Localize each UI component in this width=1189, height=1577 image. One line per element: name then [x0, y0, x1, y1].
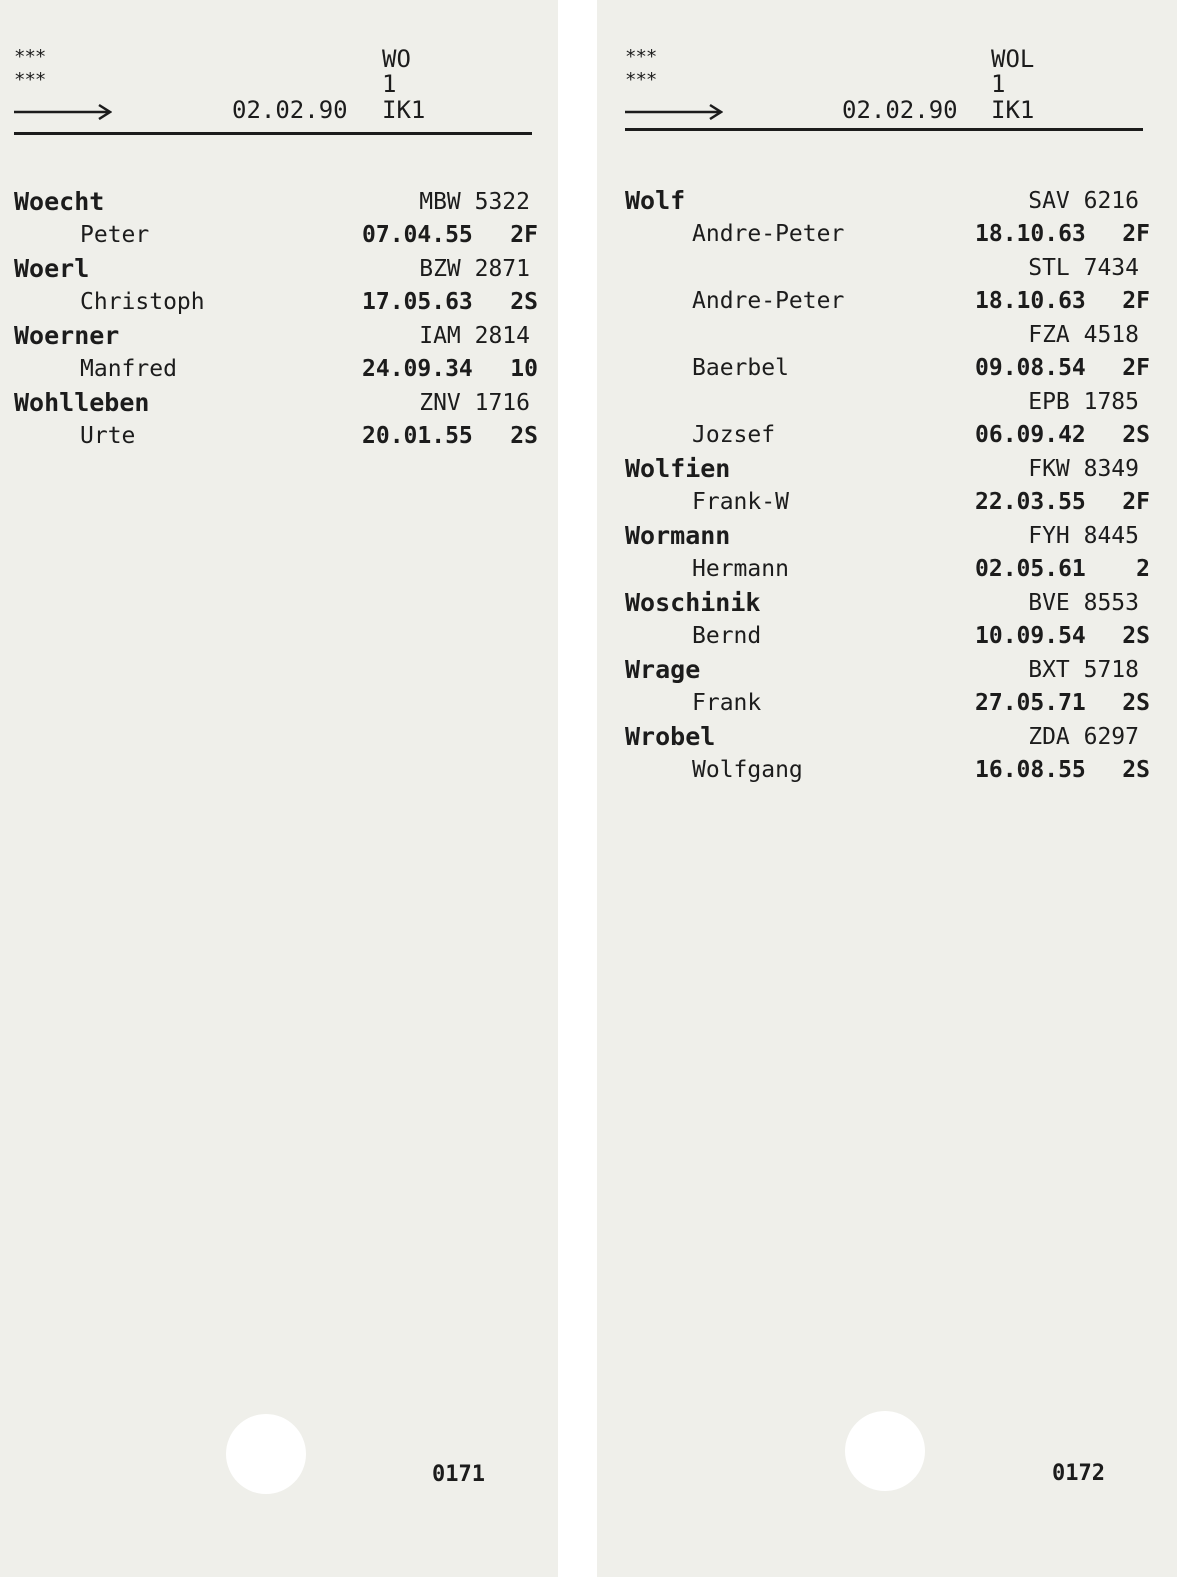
- entry-class: 2S: [510, 423, 538, 449]
- entry-class: 2F: [1122, 355, 1150, 381]
- entry-given-name: Jozsef: [692, 422, 776, 448]
- entry-surname: Woecht: [14, 187, 105, 216]
- entry-class: 2F: [1122, 288, 1150, 314]
- entry-given-name: Christoph: [80, 289, 205, 315]
- punch-hole: [845, 1411, 925, 1491]
- entry-birth-date: 06.09.42: [975, 422, 1086, 448]
- entry-surname: Wrage: [625, 655, 701, 684]
- entry-surname: Woerner: [14, 321, 120, 350]
- entry-given-name: Hermann: [692, 556, 789, 582]
- entry-class: 2F: [1122, 221, 1150, 247]
- entry-birth-date: 22.03.55: [975, 489, 1086, 515]
- entry-surname: Woschinik: [625, 588, 761, 617]
- entry-class: 2F: [510, 222, 538, 248]
- entry-class: 2S: [1122, 690, 1150, 716]
- card-code: WO: [382, 45, 411, 73]
- stars-line-2: ***: [625, 69, 657, 91]
- entry-plate: IAM 2814: [419, 323, 530, 349]
- arrow-right-icon: [14, 100, 112, 120]
- entry-plate: SAV 6216: [1028, 188, 1139, 214]
- entry-given-name: Manfred: [80, 356, 177, 382]
- entry-given-name: Baerbel: [692, 355, 789, 381]
- stars-line-2: ***: [14, 69, 46, 91]
- entry-given-name: Bernd: [692, 623, 762, 649]
- index-card-0171: [0, 0, 558, 1577]
- entry-surname: Wohlleben: [14, 388, 150, 417]
- stars-line-1: ***: [14, 46, 46, 68]
- entry-surname: Woerl: [14, 254, 90, 283]
- card-suffix: IK1: [991, 96, 1035, 124]
- entry-birth-date: 18.10.63: [975, 288, 1086, 314]
- entry-class: 2: [1136, 556, 1150, 582]
- entry-class: 2F: [1122, 489, 1150, 515]
- card-suffix: IK1: [382, 96, 426, 124]
- entry-birth-date: 27.05.71: [975, 690, 1086, 716]
- stars-line-1: ***: [625, 46, 657, 68]
- entry-plate: FZA 4518: [1028, 322, 1139, 348]
- entry-plate: EPB 1785: [1028, 389, 1139, 415]
- card-number: 0171: [432, 1462, 485, 1487]
- arrow-right-icon: [625, 100, 723, 120]
- entry-class: 2S: [1122, 623, 1150, 649]
- card-number: 0172: [1052, 1461, 1105, 1486]
- entry-given-name: Peter: [80, 222, 150, 248]
- entry-given-name: Urte: [80, 423, 136, 449]
- card-date: 02.02.90: [842, 96, 958, 124]
- card-index: 1: [991, 70, 1006, 98]
- entry-birth-date: 16.08.55: [975, 757, 1086, 783]
- entry-given-name: Andre-Peter: [692, 288, 845, 314]
- entry-birth-date: 18.10.63: [975, 221, 1086, 247]
- entry-birth-date: 24.09.34: [362, 356, 473, 382]
- header-rule: [14, 132, 532, 135]
- entry-plate: FYH 8445: [1028, 523, 1139, 549]
- entry-plate: MBW 5322: [419, 189, 530, 215]
- entry-birth-date: 10.09.54: [975, 623, 1086, 649]
- entry-birth-date: 20.01.55: [362, 423, 473, 449]
- entry-birth-date: 17.05.63: [362, 289, 473, 315]
- entry-class: 2S: [1122, 757, 1150, 783]
- index-card-0172: [597, 0, 1177, 1577]
- entry-given-name: Frank-W: [692, 489, 789, 515]
- entry-class: 2S: [510, 289, 538, 315]
- card-index: 1: [382, 70, 397, 98]
- entry-surname: Wolfien: [625, 454, 731, 483]
- entry-birth-date: 02.05.61: [975, 556, 1086, 582]
- entry-given-name: Frank: [692, 690, 762, 716]
- entry-birth-date: 09.08.54: [975, 355, 1086, 381]
- entry-plate: BVE 8553: [1028, 590, 1139, 616]
- entry-plate: BZW 2871: [419, 256, 530, 282]
- entry-class: 2S: [1122, 422, 1150, 448]
- punch-hole: [226, 1414, 306, 1494]
- entry-given-name: Wolfgang: [692, 757, 803, 783]
- entry-surname: Wrobel: [625, 722, 716, 751]
- entry-class: 10: [510, 356, 538, 382]
- entry-plate: STL 7434: [1028, 255, 1139, 281]
- entry-plate: ZNV 1716: [419, 390, 530, 416]
- card-date: 02.02.90: [232, 96, 348, 124]
- entry-surname: Wolf: [625, 186, 686, 215]
- entry-plate: BXT 5718: [1028, 657, 1139, 683]
- entry-given-name: Andre-Peter: [692, 221, 845, 247]
- card-code: WOL: [991, 45, 1035, 73]
- entry-plate: FKW 8349: [1028, 456, 1139, 482]
- header-rule: [625, 128, 1143, 131]
- entry-plate: ZDA 6297: [1028, 724, 1139, 750]
- entry-birth-date: 07.04.55: [362, 222, 473, 248]
- entry-surname: Wormann: [625, 521, 731, 550]
